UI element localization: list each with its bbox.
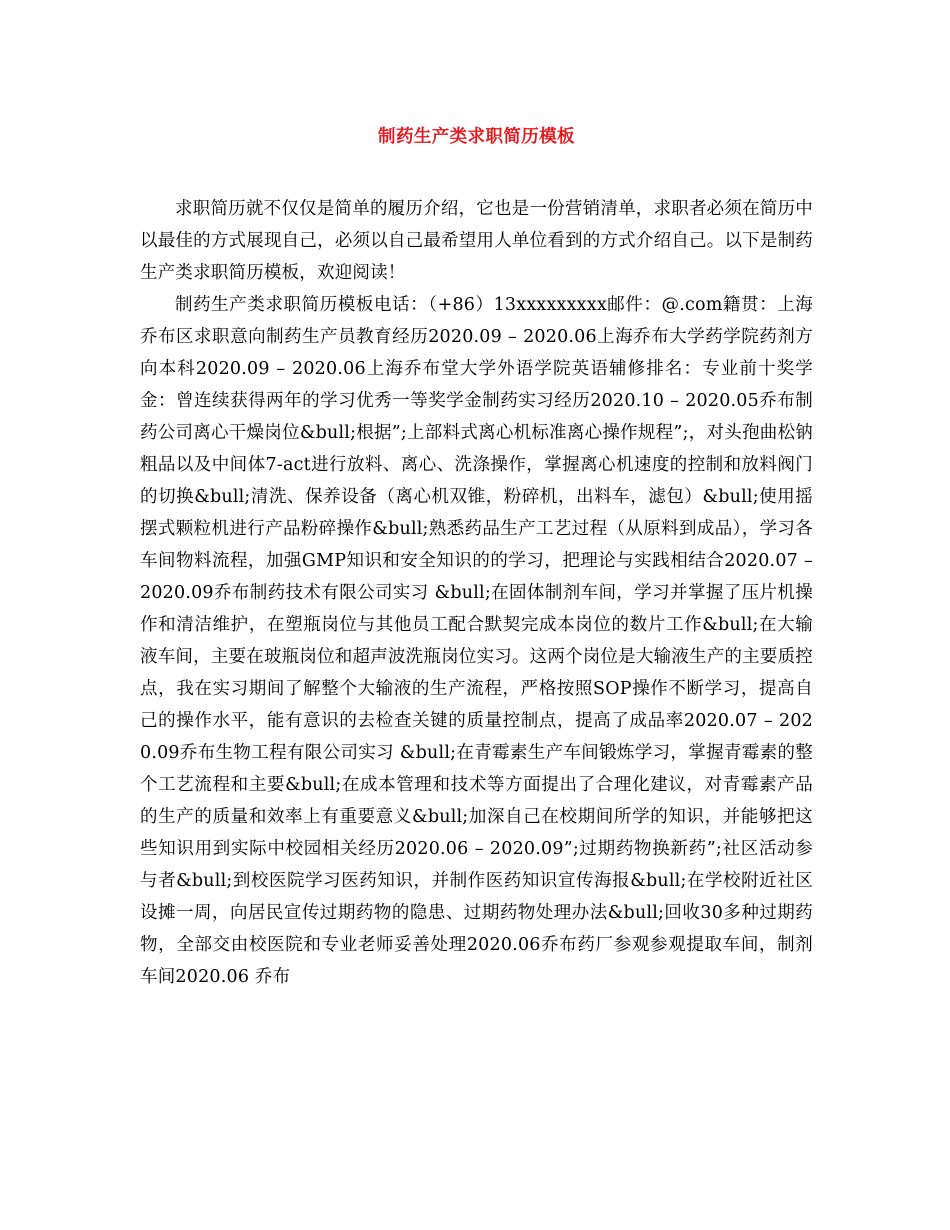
- intro-paragraph: 求职简历就不仅仅是简单的履历介绍，它也是一份营销清单，求职者必须在简历中以最佳的方式展现自己，必须以自己最希望用人单位看到的方式介绍自己。以下是制药生产类求职简历模板，欢迎阅读！: [140, 199, 813, 283]
- document-title: 制药生产类求职简历模板: [378, 127, 575, 147]
- resume-paragraph: 制药生产类求职简历模板电话：（+86）13xxxxxxxxx邮件：@.com籍贯：上海乔布区求职意向制药生产员教育经历2020.09 – 2020.06上海乔布大学药学院药剂方向本科2020.09 – 2020.06上海乔布堂大学外语学院英语辅修排名：专业前十奖学金：曾连续获得两年的学习优秀一等奖学金制药实习经历2020.10 – 2020.05乔布制药公司离心干燥岗位&bull;根据”;上部料式离心机标准离心操作规程”;，对头孢曲松钠粗品以及中间体7-act进行放料、离心、洗涤操作，掌握离心机速度的控制和放料阀门的切换&bull;清洗、保养设备（离心机双锥，粉碎机，出料车，滤包）&bull;使用摇摆式颗粒机进行产品粉碎操作&bull;熟悉药品生产工艺过程（从原料到成品），学习各车间物料流程，加强GMP知识和安全知识的的学习，把理论与实践相结合2020.07 – 2020.09乔布制药技术有限公司实习 &bull;在固体制剂车间，学习并掌握了压片机操作和清洁维护，在塑瓶岗位与其他员工配合默契完成本岗位的数片工作&bull;在大输液车间，主要在玻瓶岗位和超声波洗瓶岗位实习。这两个岗位是大输液生产的主要质控点，我在实习期间了解整个大输液的生产流程，严格按照SOP操作不断学习，提高自己的操作水平，能有意识的去检查关键的质量控制点，提高了成品率2020.07 – 2020.09乔布生物工程有限公司实习 &bull;在青霉素生产车间锻炼学习，掌握青霉素的整个工艺流程和主要&bull;在成本管理和技术等方面提出了合理化建议，对青霉素产品的生产的质量和效率上有重要意义&bull;加深自己在校期间所学的知识，并能够把这些知识用到实际中校园相关经历2020.06 – 2020.09”;过期药物换新药”;社区活动参与者&bull;到校医院学习医药知识，并制作医药知识宣传海报&bull;在学校附近社区设摊一周，向居民宣传过期药物的隐患、过期药物处理办法&bull;回收30多种过期药物，全部交由校医院和专业老师妥善处理2020.06乔布药厂参观参观提取车间，制剂车间2020.06 乔布: [140, 295, 813, 987]
- document-body: [140, 193, 813, 993]
